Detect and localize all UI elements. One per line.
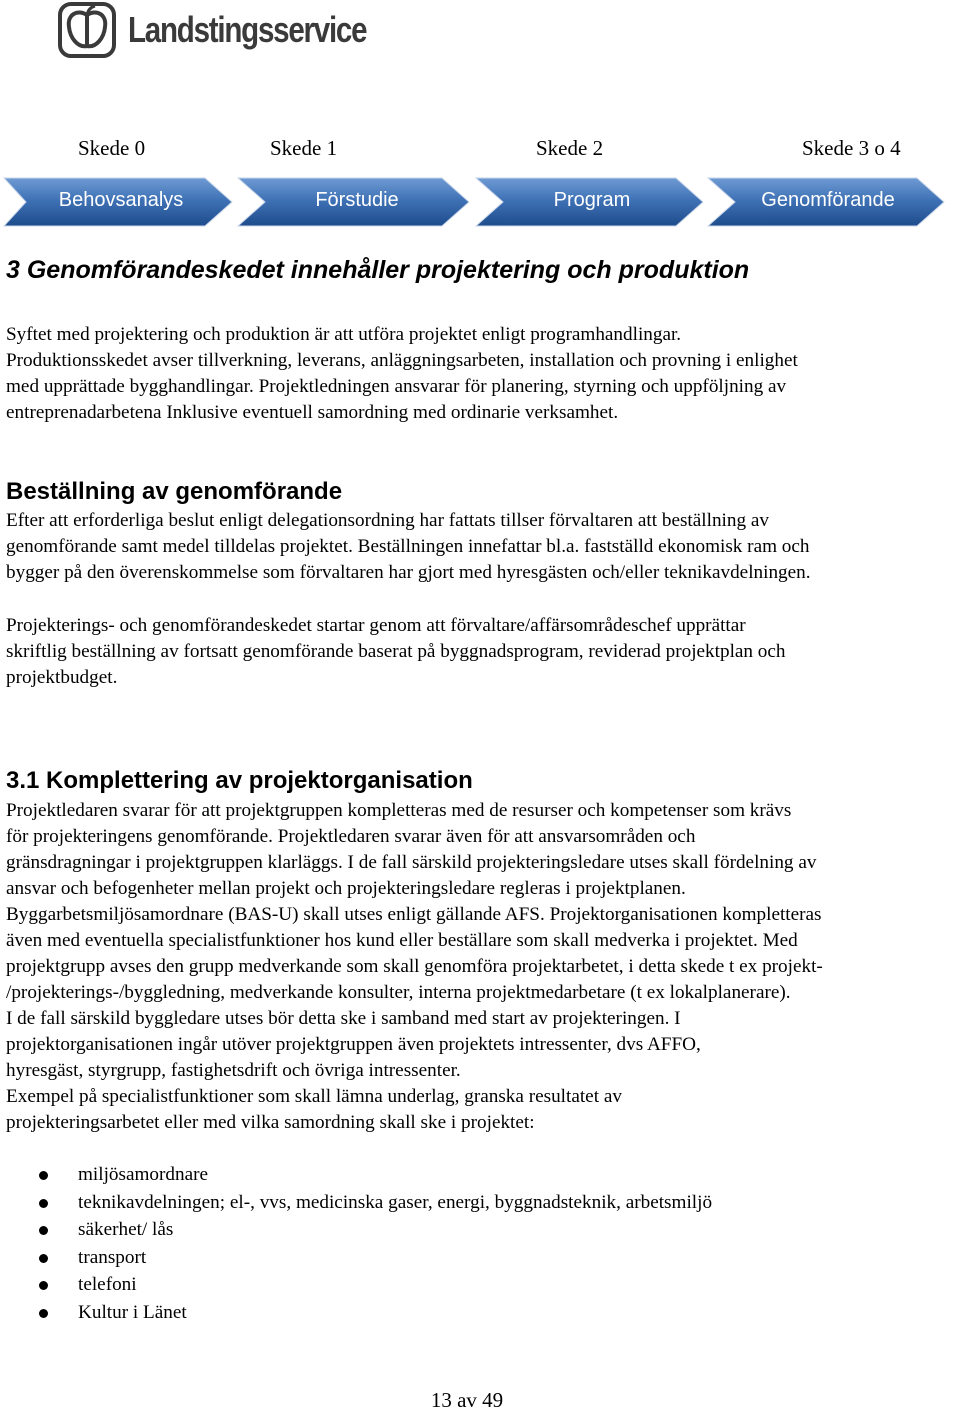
subheading-komplettering: 3.1 Komplettering av projektorganisation [6,767,473,794]
section-heading: 3 Genomförandeskedet innehåller projektering och produktion [6,256,750,284]
text-line: entreprenadarbetena Inklusive eventuell samordning med ordinarie verksamhet. [6,402,619,423]
stage-label: Skede 0 [78,136,146,160]
specialist-list [0,1161,712,1326]
text-line: med upprättade bygghandlingar. Projektledningen ansvarar för planering, styrning och uppföljning av [6,376,787,397]
text-line: för projekteringens genomförande. Projektledaren svarar även för att ansvarsområden och [6,826,696,847]
list-item: säkerhet/ lås [0,1216,712,1244]
text-line: gränsdragningar i projektgruppen klarläggs. I de fall särskild projekteringsledare utses skall fördelning av [6,852,817,873]
list-item: miljösamordnare [0,1161,712,1189]
text-line: projektgrupp avses den grupp medverkande som skall genomföra projektarbetet, i detta skede t ex projekt- [6,956,823,977]
text-line: hyresgäst, styrgrupp, fastighetsdrift och övriga intressenter. [6,1060,461,1081]
bullet-icon [39,1226,48,1235]
bullet-icon [39,1199,48,1208]
stage-label: Skede 3 o 4 [802,136,901,160]
logo [58,2,419,58]
list-item: teknikavdelningen; el-, vvs, medicinska gaser, energi, byggnadsteknik, arbetsmiljö [0,1189,712,1217]
stage-labels [0,136,960,166]
stage-label: Skede 2 [536,136,604,160]
text-line: Efter att erforderliga beslut enligt delegationsordning har fattats tillser förvaltaren att beställning av [6,510,769,531]
text-line: skriftlig beställning av fortsatt genomförande baserat på byggnadsprogram, reviderad projektplan och [6,641,786,662]
text-line: projekteringsarbetet eller med vilka samordning skall ske i projektet: [6,1112,535,1133]
text-line: genomförande samt medel tilldelas projektet. Beställningen innefattar bl.a. fastställd ekonomisk ram och [6,536,810,557]
list-item: transport [0,1244,712,1272]
text-line: /projekterings-/byggledning, medverkande konsulter, interna projektmedarbetare (t ex lokalplanerare). [6,982,791,1003]
bullet-icon [39,1281,48,1290]
bullet-icon [39,1309,48,1318]
text-line: även med eventuella specialistfunktioner hos kund eller beställare som skall medverka i projektet. Med [6,930,798,951]
logo-text: Landstingsservice [128,9,367,50]
text-line: Byggarbetsmiljösamordnare (BAS-U) skall utses enligt gällande AFS. Projektorganisationen kompletteras [6,904,822,925]
subheading-bestallning: Beställning av genomförande [6,478,343,505]
bullet-icon [39,1171,48,1180]
list-item: telefoni [0,1271,712,1299]
bullet-icon [39,1254,48,1263]
stage-phase-label: Behovsanalys [58,189,184,211]
text-line: projektorganisationen ingår utöver projektgruppen även projektets intressenter, dvs AFFO, [6,1034,701,1055]
bestallning-paragraph [6,508,811,586]
stage-phase-label: Förstudie [315,189,399,211]
text-line: projektbudget. [6,667,118,688]
apple-logo-icon [58,2,116,58]
text-line: Projektledaren svarar för att projektgruppen kompletteras med de resurser och kompetenser som krävs [6,800,792,821]
page-number: 13 av 49 [430,1388,504,1411]
bestallning-paragraph-2 [6,613,786,691]
text-line: Produktionsskedet avser tillverkning, leverans, anläggningsarbeten, installation och provning i enlighet [6,350,798,371]
text-line: Exempel på specialistfunktioner som skall lämna underlag, granska resultatet av [6,1086,622,1107]
text-line: ansvar och befogenheter mellan projekt och projekteringsledare regleras i projektplanen. [6,878,686,899]
stage-label: Skede 1 [270,136,338,160]
section31-paragraph [6,798,823,1136]
text-line: Syftet med projektering och produktion är att utföra projektet enligt programhandlingar. [6,324,682,345]
stage-phase-label: Program [553,189,631,211]
stage-phase-label: Genomförande [761,189,895,211]
list-item: Kultur i Länet [0,1299,712,1327]
text-line: bygger på den överenskommelse som förvaltaren har gjort med hyresgästen och/eller teknikavdelningen. [6,562,811,583]
text-line: Projekterings- och genomförandeskedet startar genom att förvaltare/affärsområdeschef upprättar [6,615,746,636]
stage-process-bar [0,176,960,228]
section3-paragraph [6,322,798,426]
text-line: I de fall särskild byggledare utses bör detta ske i samband med start av projekteringen. I [6,1008,681,1029]
